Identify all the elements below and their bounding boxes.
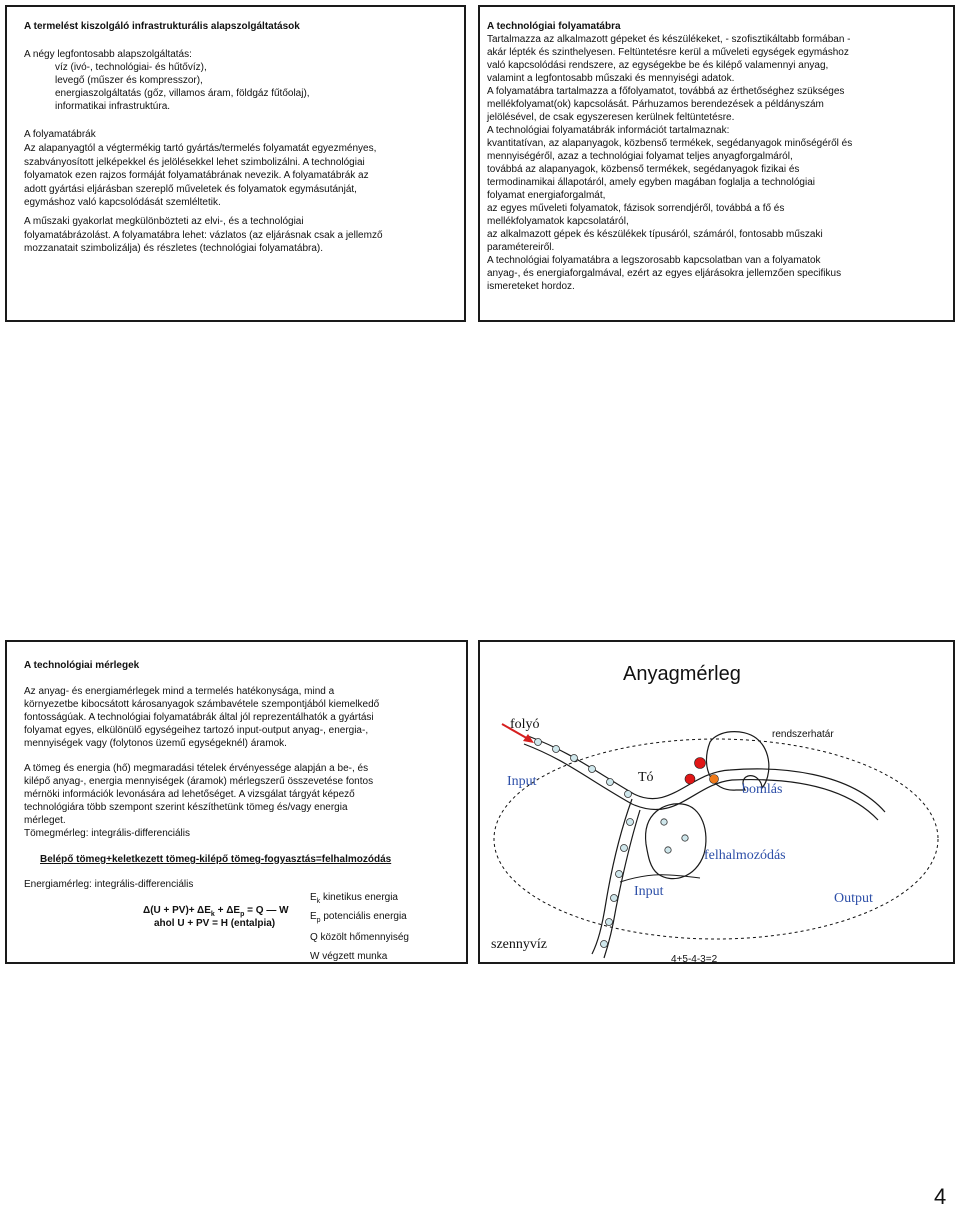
legend-kinetic bbox=[310, 891, 398, 908]
droplet bbox=[611, 895, 618, 902]
droplet bbox=[571, 755, 578, 762]
mass-balance-equation: Belépő tömeg+keletkezett tömeg-kilépő tömeg-fogyasztás=felhalmozódás bbox=[40, 854, 392, 865]
text-line: Tömegmérleg: integrális-differenciális bbox=[24, 828, 190, 839]
balances-paragraph bbox=[24, 685, 379, 750]
text-line: Tartalmazza az alkalmazott gépeket és készülékeket, - szofisztikáltabb formában - bbox=[487, 34, 851, 45]
services-intro: A négy legfontosabb alapszolgáltatás: bbox=[24, 49, 192, 60]
page-number: 4 bbox=[934, 1184, 947, 1209]
droplet bbox=[553, 746, 560, 753]
service-item: energiaszolgáltatás (gőz, villamos áram, földgáz fűtőolaj), bbox=[55, 88, 310, 99]
system-boundary bbox=[494, 739, 938, 939]
conservation-paragraph bbox=[24, 762, 373, 840]
text-line: folyamat energiaforgalmát, bbox=[487, 190, 606, 201]
legend-work: W végzett munka bbox=[310, 951, 388, 962]
text-line: az egyes műveleti folyamatok, fázisok sorrendjéről, továbbá a fő és bbox=[487, 203, 785, 214]
label-input-top: Input bbox=[507, 774, 537, 789]
text-line: paramétereiről. bbox=[487, 242, 555, 253]
slide-title: Anyagmérleg bbox=[623, 663, 741, 685]
slide-process-flowchart bbox=[478, 5, 955, 322]
slide-material-balance bbox=[478, 640, 955, 964]
slide-infrastructure bbox=[5, 5, 466, 322]
decay-dot-red bbox=[685, 774, 695, 784]
decay-dot-orange bbox=[710, 775, 719, 784]
text-line: kvantitatívan, az alapanyagok, közbenső termékek, segédanyagok minőségéről és bbox=[487, 138, 853, 149]
legend-symbol: E bbox=[310, 892, 317, 903]
text-line: folyamatok ezen rajzos formáját folyamatábrának nevezik. A folyamatábrák az bbox=[24, 170, 369, 181]
text-line: jelölésével, de csak egyszeresen kerülnek feltüntetésre. bbox=[487, 112, 735, 123]
balance-equation: 4+5-4-3=2 bbox=[671, 954, 718, 965]
material-balance-diagram bbox=[480, 642, 953, 962]
droplet bbox=[607, 779, 614, 786]
droplet bbox=[606, 919, 613, 926]
text-line: fontosságúak. A technológiai folyamatábrák által jól reprezentálhatók a gyártási bbox=[24, 712, 374, 723]
legend-subscript: k bbox=[316, 898, 321, 905]
text-line: Az alapanyagtól a végtermékig tartó gyártás/termelés folyamatát egyezményes, bbox=[24, 143, 377, 154]
droplet bbox=[627, 819, 634, 826]
eq-part: = Q — W bbox=[244, 905, 289, 916]
droplet bbox=[601, 941, 608, 948]
river-channel bbox=[524, 744, 878, 820]
text-line: egymáshoz való kapcsolódását szemléltetik. bbox=[24, 197, 221, 208]
label-input-bottom: Input bbox=[634, 884, 664, 899]
inflow-arrow-head bbox=[523, 734, 534, 743]
droplet bbox=[682, 835, 688, 841]
text-line: Az anyag- és energiamérlegek mind a termelés hatékonysága, mind a bbox=[24, 686, 335, 697]
text-line: A technológiai folyamatábrák információt tartalmaznak: bbox=[487, 125, 730, 136]
label-lake: Tó bbox=[638, 770, 654, 785]
enthalpy-equation: ahol U + PV = H (entalpia) bbox=[154, 918, 276, 929]
droplet bbox=[665, 847, 671, 853]
droplet bbox=[661, 819, 667, 825]
text-line: technológiára több szempont szerint készíthetünk tömeg és/vagy energia bbox=[24, 802, 348, 813]
droplet bbox=[621, 845, 628, 852]
text-line: mellékfolyamatok kapcsolatáról, bbox=[487, 216, 629, 227]
accumulation-lake bbox=[646, 804, 706, 879]
text-line: mérleget. bbox=[24, 815, 66, 826]
legend-text: potenciális energia bbox=[320, 911, 407, 922]
droplet bbox=[616, 871, 623, 878]
services-list bbox=[55, 61, 310, 113]
energy-balance-heading: Energiamérleg: integrális-differenciális bbox=[24, 879, 194, 890]
droplet bbox=[535, 739, 542, 746]
text-line: A technológiai folyamatábra a legszorosabb kapcsolatban van a folyamatok bbox=[487, 255, 821, 266]
text-line: folyamat egyes, elkülönülő egységeihez tartozó input-output anyag-, energia-, bbox=[24, 725, 369, 736]
text-line: környezetbe kibocsátott károsanyagok számbavétele szempontjából kiemelkedő bbox=[24, 699, 380, 710]
slide-title: A termelést kiszolgáló infrastrukturális alapszolgáltatások bbox=[24, 21, 300, 32]
text-line: mozzanatait szimbolizálja) és részletes (technológiai folyamatábra). bbox=[24, 243, 324, 254]
label-wastewater: szennyvíz bbox=[491, 937, 547, 952]
text-line: mennyiségéről, azaz a technológiai folyamat teljes anyagforgalmáról, bbox=[487, 151, 793, 162]
text-line: adott gyártási eljárásban szereplő műveletek és folyamatok egymásutánját, bbox=[24, 183, 357, 195]
label-system-boundary: rendszerhatár bbox=[772, 729, 834, 740]
text-line: mennyiségek vagy (folytonos üzemű egységeknél) áramok. bbox=[24, 738, 287, 749]
text-line: valamint a legfontosabb műszaki és mennyiségi adatok. bbox=[487, 73, 735, 84]
text-line: mellékfolyamat(ok) kapcsolását. Párhuzamos berendezések a példányszám bbox=[487, 99, 824, 110]
text-line: ismereteket hordoz. bbox=[487, 281, 575, 292]
text-line: továbbá az alapanyagok, közbenső termékek, segédanyagok fizikai és bbox=[487, 164, 800, 175]
text-line: kilépő anyag-, energia mennyiségek (áramok) mérlegszerű összevetése fontos bbox=[24, 776, 374, 787]
service-item: informatikai infrastruktúra. bbox=[55, 101, 171, 112]
text-line: A folyamatábra tartalmazza a főfolyamatot, továbbá az érthetőséghez szükséges bbox=[487, 86, 845, 97]
text-line: akár lépték és szinthelyesen. Feltüntetésre kerül a műveleti egységek egymáshoz bbox=[487, 47, 849, 58]
text-line: szabványosított jelképekkel és jelölésekkel lehet szimbolizálni. A technológiai bbox=[24, 156, 365, 168]
legend-symbol: E bbox=[310, 911, 317, 922]
flowchart-description bbox=[487, 33, 852, 293]
text-line: A tömeg és energia (hő) megmaradási tételek érvényessége alapján a be-, és bbox=[24, 763, 369, 774]
text-line: A műszaki gyakorlat megkülönbözteti az elvi-, és a technológiai bbox=[24, 216, 304, 227]
text-line: termodinamikai állapotáról, amely egyben magában foglalja a technológiai bbox=[487, 177, 815, 188]
droplet bbox=[589, 766, 596, 773]
legend-subscript: p bbox=[316, 917, 321, 924]
lake-droplets bbox=[661, 819, 688, 853]
label-river: folyó bbox=[510, 717, 540, 732]
text-line: mérnöki információk levonására ad lehetőséget. A vizsgálat tárgyát képező bbox=[24, 789, 355, 800]
flowchart-paragraph bbox=[24, 142, 376, 210]
service-item: víz (ivó-, technológiai- és hűtővíz), bbox=[55, 62, 207, 73]
service-item: levegő (műszer és kompresszor), bbox=[55, 75, 203, 86]
text-line: folyamatábrázolást. A folyamatábra lehet: vázlatos (az eljárásnak csak a jellemző bbox=[24, 229, 383, 241]
legend-text: kinetikus energia bbox=[320, 892, 398, 903]
eq-part: Δ(U + PV)+ ΔE bbox=[143, 905, 211, 916]
eq-part: + ΔE bbox=[214, 905, 241, 916]
text-line: anyag-, és energiaforgalmával, ezért az egyes eljárásokra jellemzően specifikus bbox=[487, 268, 842, 279]
slide-title: A technológiai mérlegek bbox=[24, 660, 140, 671]
text-line: való kapcsolódási rendszere, az egységekbe be és kilépő valamennyi anyag, bbox=[487, 60, 829, 71]
decay-dot-red bbox=[695, 758, 706, 769]
slide-technological-balances bbox=[5, 640, 468, 964]
text-line: az alkalmazott gépek és készülékek típusáról, számáról, fontosabb műszaki bbox=[487, 229, 823, 240]
section-heading: A folyamatábrák bbox=[24, 129, 96, 140]
label-accumulation: felhalmozódás bbox=[704, 848, 786, 863]
slide-title: A technológiai folyamatábra bbox=[487, 21, 621, 32]
droplet bbox=[625, 791, 632, 798]
label-decay: bomlás bbox=[742, 782, 783, 797]
label-output: Output bbox=[834, 891, 873, 906]
representation-paragraph bbox=[24, 215, 383, 256]
legend-potential bbox=[310, 910, 407, 927]
eq-subscript: p bbox=[240, 911, 245, 918]
eq-subscript: k bbox=[210, 911, 215, 918]
legend-heat: Q közölt hőmennyiség bbox=[310, 932, 409, 943]
